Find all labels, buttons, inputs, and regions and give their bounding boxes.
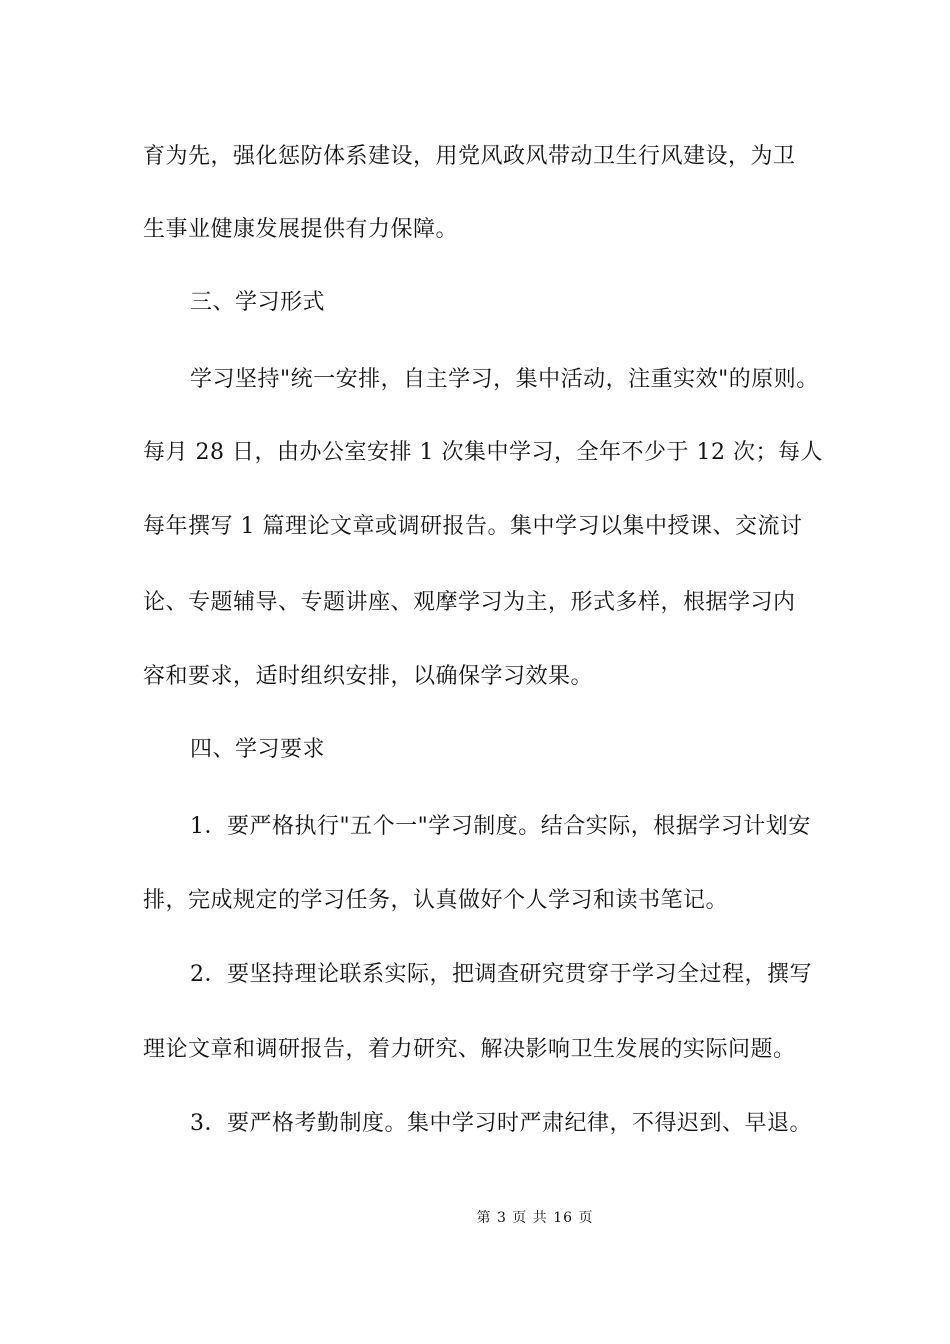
list-item: 1．要严格执行"五个一"学习制度。结合实际，根据学习计划安 [190,814,811,839]
list-item: 2．要坚持理论联系实际，把调查研究贯穿于学习全过程，撰写 [190,962,812,987]
section-heading: 四、学习要求 [190,737,326,762]
paragraph-line: 论、专题辅导、专题讲座、观摩学习为主，形式多样，根据学习内 [143,590,796,615]
paragraph-line: 育为先，强化惩防体系建设，用党风政风带动卫生行风建设，为卫 [143,144,796,169]
paragraph-line: 排，完成规定的学习任务，认真做好个人学习和读书笔记。 [143,888,729,913]
paragraph-line: 生事业健康发展提供有力保障。 [143,217,459,242]
paragraph-line: 学习坚持"统一安排，自主学习，集中活动，注重实效"的原则。 [190,367,819,392]
paragraph-line: 每月 28 日，由办公室安排 1 次集中学习，全年不少于 12 次；每人 [143,440,823,465]
section-heading: 三、学习形式 [190,290,326,315]
page-footer: 第 3 页 共 16 页 [476,1210,594,1226]
paragraph-line: 容和要求，适时组织安排，以确保学习效果。 [143,664,594,689]
paragraph-line: 每年撰写 1 篇理论文章或调研报告。集中学习以集中授课、交流讨 [143,514,803,539]
paragraph-line: 理论文章和调研报告，着力研究、解决影响卫生发展的实际问题。 [143,1037,796,1062]
list-item: 3．要严格考勤制度。集中学习时严肃纪律，不得迟到、早退。 [190,1111,812,1136]
